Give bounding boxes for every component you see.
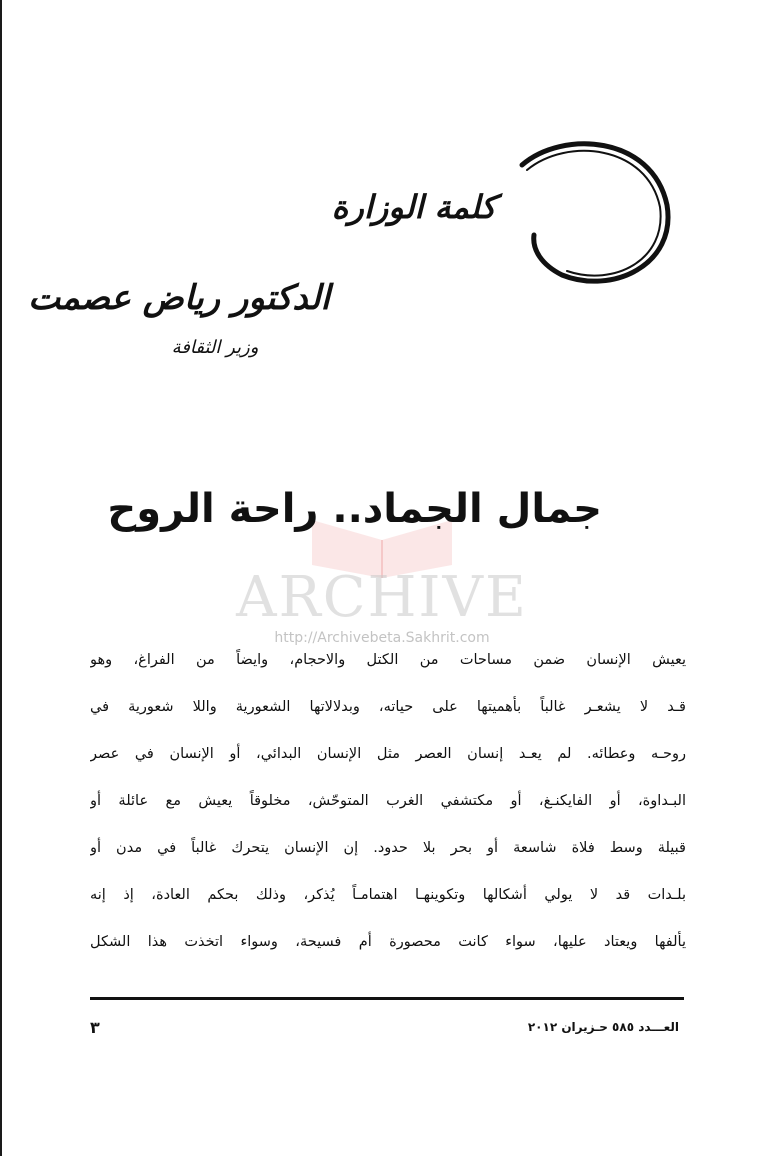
watermark-url: http://Archivebeta.Sakhrit.com xyxy=(274,630,490,646)
section-title: كلمة الوزارة xyxy=(331,188,496,226)
body-line: روحـه وعطائه. لم يعـد إنسان العصر مثل الإنسان البدائي، أو الإنسان في عصر xyxy=(90,746,686,762)
body-line: قبيلة وسط فلاة شاسعة أو بحر بلا حدود. إن الإنسان يتحرك غالباً في مدن أو xyxy=(90,840,686,856)
article-body xyxy=(90,645,686,974)
page-number: ٣ xyxy=(90,1018,100,1037)
watermark-text: ARCHIVE xyxy=(236,565,528,630)
circle-flourish-icon xyxy=(502,125,682,305)
footer-divider xyxy=(90,997,684,1000)
author-role: وزير الثقافة xyxy=(171,337,259,358)
body-line: البـداوة، أو الفايكنـغ، أو مكتشفي الغرب المتوحّش، مخلوقاً يعيش مع عائلة أو xyxy=(90,793,686,809)
body-line: قـد لا يشعـر غالباً بأهميتها على حياته، وبدلالاتها الشعورية واللا شعورية في xyxy=(90,699,686,715)
body-line: يعيش الإنسان ضمن مساحات من الكتل والاحجام، وايضاً من الفراغ، وهو xyxy=(90,652,686,668)
body-line: يألفها ويعتاد عليها، سواء كانت محصورة أم فسيحة، وسواء اتخذت هذا الشكل xyxy=(90,934,686,950)
body-line: بلـدات قد لا يولي أشكالها وتكوينهـا اهتمامـاً يُذكر، وذلك بحكم العادة، إذ إنه xyxy=(90,887,686,903)
issue-label: العـــدد ٥٨٥ حـزيران ٢٠١٢ xyxy=(527,1020,679,1034)
author-signature: الدكتور رياض عصمت xyxy=(28,278,330,318)
article-title: جمال الجماد.. راحة الروح xyxy=(107,486,602,532)
